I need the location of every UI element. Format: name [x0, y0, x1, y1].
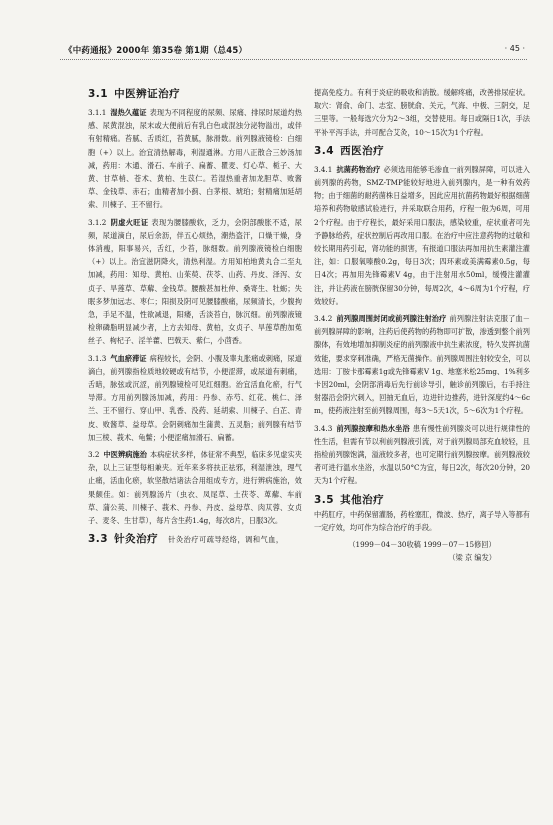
page-number: · 45 ·: [504, 44, 525, 53]
left-column: [88, 86, 302, 552]
article-footer: [314, 538, 530, 564]
paragraph-3-1-2: 3.1.2 阴虚火旺证 表现为腰膝酸软，乏力，会阴部酸胀不适，尿频，尿道滴白，尿后余沥，伴五心烦热，潮热盗汗，口燥干燥，身体消瘦，阳事易兴，舌红，少苔，脉细数。前列腺液镜检白细胞（+）以上。治宜滋阴降火，清热利湿。方用知柏地黄丸合二至丸加减，药用：知母、黄柏、山茱萸、茯苓、山药、丹皮、泽泻、女贞子、旱莲草、草薢、金钱草。腰酸甚加杜仲、桑寄生、牡蛎；失眠多梦加远志、枣仁；阳损及阴可见腰膝酸痛，尿频清长，少腹拘急，手足不温，性欲减退，阳痿，舌淡苔白，脉沉细。前列腺液镜检卵磷脂明显减少者，上方去知母、黄柏，女贞子、旱莲草酌加菟丝子、枸杞子、淫羊藿、巴戟天、紫仁，小茴香。: [88, 217, 302, 346]
paragraph-3-4-3: 3.4.3 前列腺按摩和热水坐浴 患有慢性前列腺炎可以进行规律性的性生活，但需有节以利前列腺液引流，对于前列腺局部充血较轻，且指检前列腺饱满，溢液较多者，也可定期行前列腺按摩。前列腺液较者可进行温水坐浴，水温以50°C为宜，每日2次，每次20分钟，20天为1个疗程。: [314, 423, 530, 486]
section-heading-3-5: 3.5 其他治疗: [314, 493, 385, 506]
section-heading-3-1: 3.1 中医辨证治疗: [88, 88, 181, 100]
paragraph-3-5: 中药肛疗，中药保留灌肠，药栓塞肛，微波、热疗，离子导入等都有一定疗效，均可作为综合治疗的手段。: [314, 509, 530, 532]
paragraph-3-2: 3.2 中医辨病施治 本病症状多样，体征常不典型，临床多见虚实夹杂，以上三证型每相兼夹。近年来多将扶正祛邪，利湿泄浊，理气止痛，活血化瘀，软坚散结诸法合用组成专方，进行辨病施治，效果颇佳。如：前列腺汤片（虫衣、凤尾草、土茯苓、萆薢、车前草、蒲公英、川楝子、莪术、丹参、丹皮、益母草、肉苁蓉、女贞子、麦冬、生甘草），每片含生药1.4g，每次8片，日服3次。: [88, 450, 302, 526]
header-rule: [60, 59, 527, 60]
journal-header: 《中药通报》2000年 第35卷 第1期（总45）: [64, 46, 248, 56]
paragraph-3-1-3: 3.1.3 气血瘀滞证 病程较长，会阴、小腹及睾丸胀痛或刺痛，尿道滴白，前列腺指检质地较硬或有结节，小便涩滞，或尿道有刺痛，舌暗，脉弦或沉涩，前列腺镜检可见红细胞。治宜活血化瘀，行气导滞。方用前列腺汤加减，药用：丹参、赤芍、红花、桃仁、泽兰、王不留行、穿山甲、乳香、没药、延胡索、川楝子、白芷、青皮、败酱草、益母草。会阴刺痛加生蒲黄、五灵脂；前列腺有结节加三棱、莪术、龟鳖；小便涩痛加滑石、扁蓄。: [88, 353, 302, 442]
paragraph-3-1-1: 3.1.1 湿热久蕴证 表现为不同程度的尿频、尿痛、排尿时尿道灼热感、尿黄混浊，尿末或大便前后有乳白色或混浊分泌物溢出，或伴有射精痛。苔腻、舌质红，苔黄腻，脉滑数。前列腺液镜检：白细胞（+）以上。治宜清热解毒，利湿通淋。方用八正散合三妙汤加减，药用：木通、滑石、车前子、扁蓄、瞿麦、灯心草、栀子、大黄、甘草梢、苍术、黄柏、生苡仁。若湿热重者加龙胆草、败酱草、金钱草、赤石；血精者加小蓟、白茅根、琥珀；射精痛加延胡索、川楝子、王不留行。: [88, 108, 302, 210]
section-heading-3-4: 3.4 西医治疗: [314, 144, 385, 157]
editor-credit: （梁 京 编发）: [448, 553, 496, 563]
section-heading-3-3: 3.3 针灸治疗 针灸治疗可疏导经络，调和气血，: [88, 533, 284, 546]
paragraph-3-3-continued: 提高免疫力。有利于炎症的吸收和消散。缓解疼痛，改善排尿症状。取穴：肾俞、命门、志室、膀胱俞、关元，气海、中极、三阴交，足三里等。一般每选穴分为2～3组，交替使用。每日或隔日1次，手法平补平泻手法，并可配合艾灸，10～15次为1个疗程。: [314, 88, 530, 137]
paragraph-3-4-1: 3.4.1 抗菌药物治疗 必须选用能够毛渗血一前列腺屏障，可以进入前列腺的药物，SMZ-TMP能较好地进入前列腺内，是一种有效药物；由于细菌的耐药菌株日益增多，因此应用抗菌药物最好根据细菌培养和药物敏感试验进行，并采取联合用药，疗程一般为6周，可用2个疗程。由于疗程长，最好采用口服法，感染较重，症状重者可先予静脉给药，症状控制后再改用口服。在治疗中应注意药物的过敏和较长期用药引起，肾功能的损害，有报道口服法再加用抗生素灌注灌注，如：口服氧嗪酸0.2g，每日3次；四环素或美满霉素0.5g，每日4次；再加用先锋霉素V 4g，由于注射用水50ml，缓慢注灌灌注，并让药液在膀胱保留30分钟，每周2次，4～6周为1个疗程，疗效较好。: [314, 164, 530, 306]
paragraph-3-4-2: 3.4.2 前列腺周围封闭或前列腺注射治疗 前列腺注射法克服了血－前列腺屏障的影响，注药后使药物的药物即可扩散，渗透到整个前列腺体，有效地增加抑制炎症的前列腺液中抗生素浓度，特久发挥抗菌效能，要求穿刺准确，严格无菌操作。前列腺周围注射较安全，可以选用：丁胺卡那霉素1g或先锋霉素V 1g、地塞米松25mg、1%利多卡因20ml，会阴部消毒后先行前诊导引，触诊前列腺后，右手持注射器沿会阴穴刺入，回抽无血后，边进针边推药，进针深度约4～6cm，使药液注射至前列腺周围，每3～5天1次，5～6次为1个疗程。: [314, 314, 530, 416]
received-date: （1999－04－30收稿 1999－07－15修回）: [348, 540, 496, 550]
right-column: [314, 86, 530, 564]
